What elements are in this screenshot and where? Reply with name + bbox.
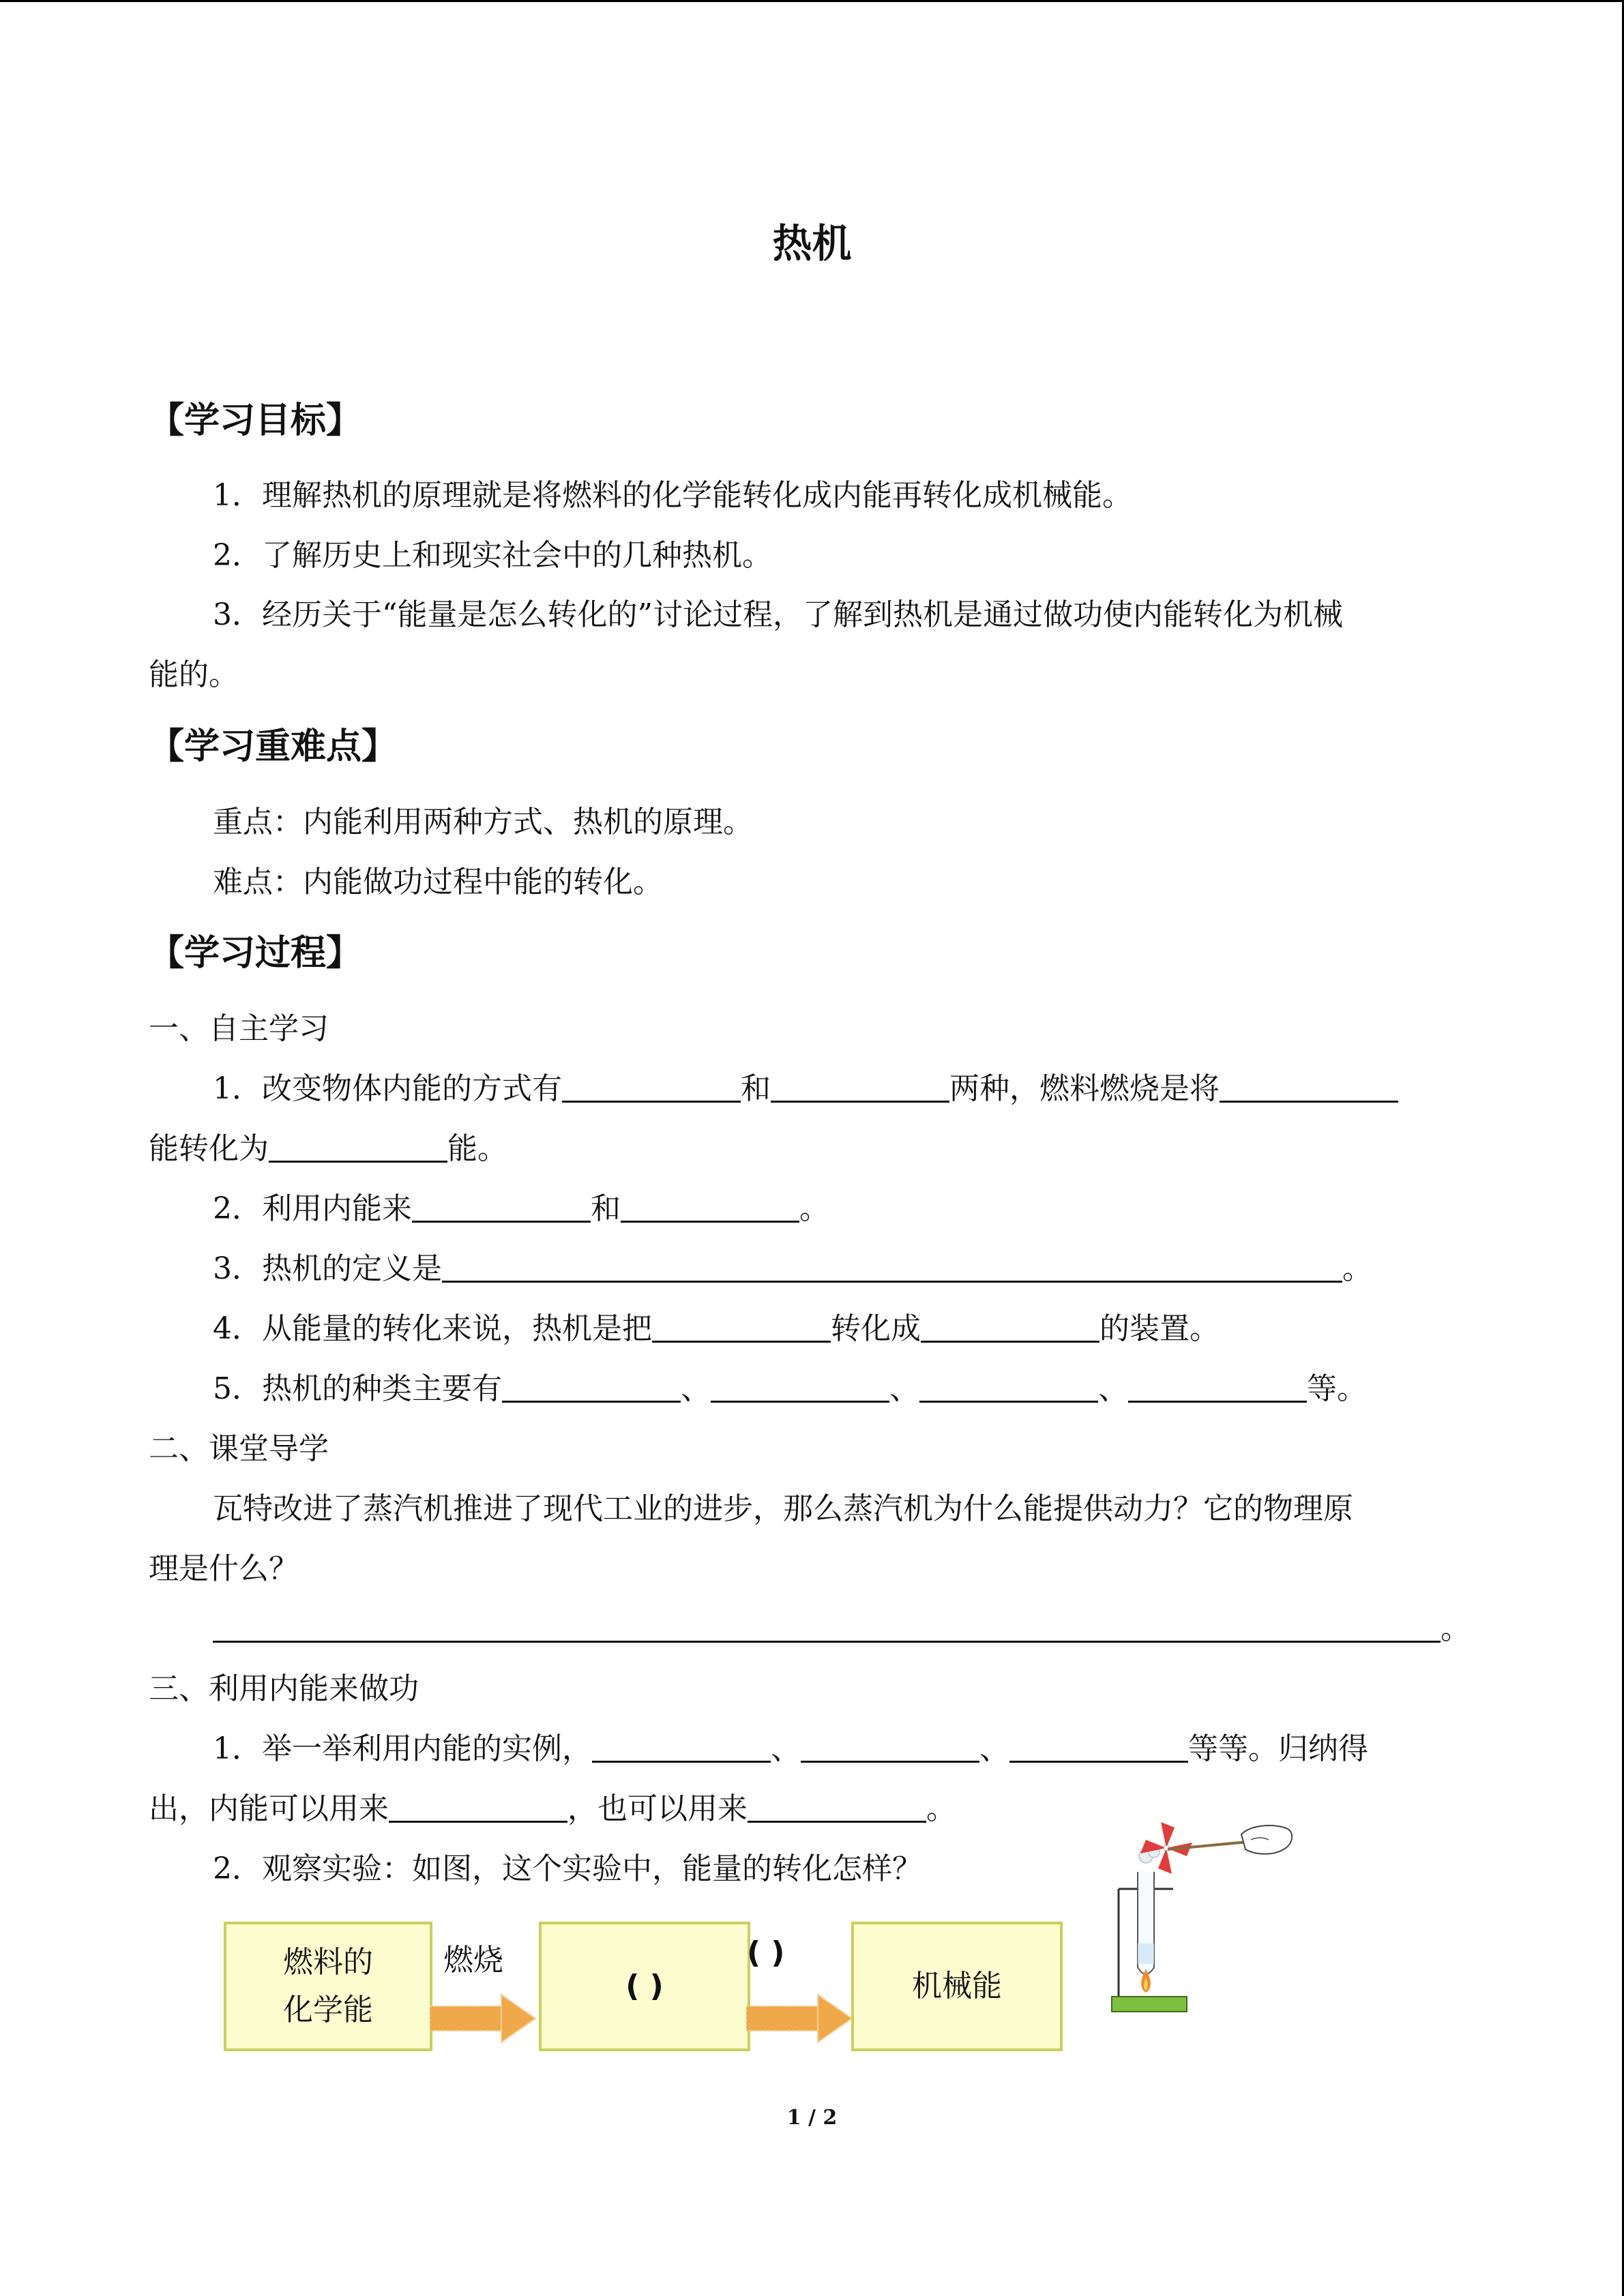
- answer-blank[interactable]: [919, 1369, 1098, 1403]
- section2-text-line2: 理是什么？: [149, 1551, 299, 1586]
- page-number: 1 / 2: [786, 2106, 838, 2130]
- q4-text-a: 4．从能量的转化来说，热机是把: [213, 1311, 652, 1346]
- answer-blank[interactable]: [389, 1789, 567, 1823]
- answer-blank[interactable]: [562, 1069, 741, 1103]
- q1-text-a: 1．改变物体内能的方式有: [213, 1071, 562, 1106]
- answer-blank[interactable]: [269, 1129, 447, 1163]
- answer-blank[interactable]: [412, 1189, 591, 1223]
- q2-text-a: 2．利用内能来: [213, 1191, 412, 1226]
- goal-item-3-line2: 能的。: [149, 657, 239, 692]
- section3-q1-line1: [213, 1729, 1368, 1770]
- answer-blank[interactable]: [652, 1309, 831, 1343]
- answer-blank[interactable]: [592, 1729, 771, 1763]
- answer-blank[interactable]: [748, 1789, 926, 1823]
- page-title: 热机: [772, 220, 852, 267]
- section3-q1-line2: [149, 1789, 956, 1830]
- diagram-box-blank-energy: [539, 1922, 750, 2051]
- s3q1-text-b: 等等。归纳得: [1188, 1731, 1368, 1766]
- section1-q5: [213, 1369, 1367, 1410]
- arrow-2: [746, 1991, 855, 2046]
- answer-blank[interactable]: [1009, 1729, 1188, 1763]
- key-points-heading: 【学习重难点】: [149, 726, 398, 767]
- s3q1-text-c: 出，内能可以用来: [149, 1791, 389, 1826]
- q3-text-b: 。: [1342, 1251, 1372, 1286]
- answer-blank[interactable]: [621, 1189, 799, 1223]
- key-point: 重点：内能利用两种方式、热机的原理。: [213, 805, 753, 839]
- answer-blank[interactable]: [1220, 1069, 1398, 1103]
- q5-sep: 、: [681, 1371, 711, 1406]
- goal-item-1: 1．理解热机的原理就是将燃料的化学能转化成内能再转化成机械能。: [213, 478, 1132, 513]
- test-tube-icon: [1138, 1872, 1154, 1974]
- s3q1-text-d: ，也可以用来: [567, 1791, 748, 1826]
- goal-item-3-line1: 3．经历关于“能量是怎么转化的”讨论过程，了解到热机是通过做功使内能转化为机械: [213, 597, 1343, 632]
- section1-q2: [213, 1189, 829, 1229]
- diagram-box-mechanical-energy: [851, 1922, 1063, 2051]
- experiment-illustration: [1105, 1814, 1323, 2018]
- q5-text-a: 5．热机的种类主要有: [213, 1371, 502, 1406]
- q5-sep: 、: [889, 1371, 919, 1406]
- arrow2-label[interactable]: ( ): [747, 1935, 785, 1970]
- answer-blank[interactable]: [771, 1069, 949, 1103]
- q2-text-b: 和: [591, 1191, 621, 1226]
- q5-end: 等。: [1307, 1371, 1367, 1406]
- q3-text-a: 3．热机的定义是: [213, 1251, 442, 1286]
- q2-text-c: 。: [799, 1191, 829, 1226]
- answer-blank[interactable]: [442, 1249, 1342, 1283]
- difficulty-point: 难点：内能做功过程中能的转化。: [213, 865, 663, 899]
- hand-icon: [1241, 1825, 1292, 1854]
- box2-text[interactable]: ( ): [625, 1969, 664, 2003]
- q1-text-b: 和: [741, 1071, 771, 1106]
- answer-blank[interactable]: [711, 1369, 889, 1403]
- answer-blank[interactable]: [502, 1369, 681, 1403]
- section1-q3: [213, 1249, 1372, 1289]
- goals-heading: 【学习目标】: [149, 400, 362, 441]
- s3q1-sep: 、: [979, 1731, 1009, 1766]
- q1-text-e: 能。: [447, 1131, 507, 1166]
- section2-answer-end: 。: [1441, 1611, 1471, 1646]
- answer-blank[interactable]: [921, 1309, 1099, 1343]
- diagram-box-chemical-energy: [224, 1922, 432, 2051]
- answer-blank[interactable]: [1128, 1369, 1307, 1403]
- box1-line1: 燃料的: [283, 1945, 373, 1980]
- section1-heading: 一、自主学习: [149, 1011, 329, 1046]
- section3-q2: 2．观察实验：如图，这个实验中，能量的转化怎样？: [213, 1851, 922, 1886]
- q5-sep: 、: [1098, 1371, 1128, 1406]
- section2-answer: [213, 1609, 1471, 1650]
- burner-base: [1112, 1997, 1187, 2012]
- goal-item-2: 2．了解历史上和现实社会中的几种热机。: [213, 538, 772, 573]
- s3q1-text-a: 1．举一举利用内能的实例，: [213, 1731, 592, 1766]
- q1-text-c: 两种，燃料燃烧是将: [949, 1071, 1220, 1106]
- answer-blank[interactable]: [801, 1729, 979, 1763]
- arrow-1: [430, 1991, 539, 2046]
- box3-text: 机械能: [912, 1969, 1002, 2003]
- q4-text-c: 的装置。: [1099, 1311, 1220, 1346]
- section2-text-line1: 瓦特改进了蒸汽机推进了现代工业的进步，那么蒸汽机为什么能提供动力？它的物理原: [213, 1491, 1353, 1526]
- arrow1-label: 燃烧: [443, 1943, 503, 1978]
- q1-text-d: 能转化为: [149, 1131, 269, 1166]
- s3q1-sep: 、: [771, 1731, 801, 1766]
- page-top-border: [0, 0, 1624, 2]
- section2-heading: 二、课堂导学: [149, 1431, 329, 1466]
- section1-q4: [213, 1309, 1220, 1350]
- section3-heading: 三、利用内能来做功: [149, 1671, 419, 1706]
- q4-text-b: 转化成: [831, 1311, 921, 1346]
- section1-q1-line2: [149, 1129, 507, 1169]
- section1-q1-line1: [213, 1069, 1398, 1109]
- answer-blank[interactable]: [213, 1609, 1441, 1643]
- s3q1-text-e: 。: [926, 1791, 956, 1826]
- process-heading: 【学习过程】: [149, 933, 362, 974]
- box1-line2: 化学能: [283, 1993, 373, 2027]
